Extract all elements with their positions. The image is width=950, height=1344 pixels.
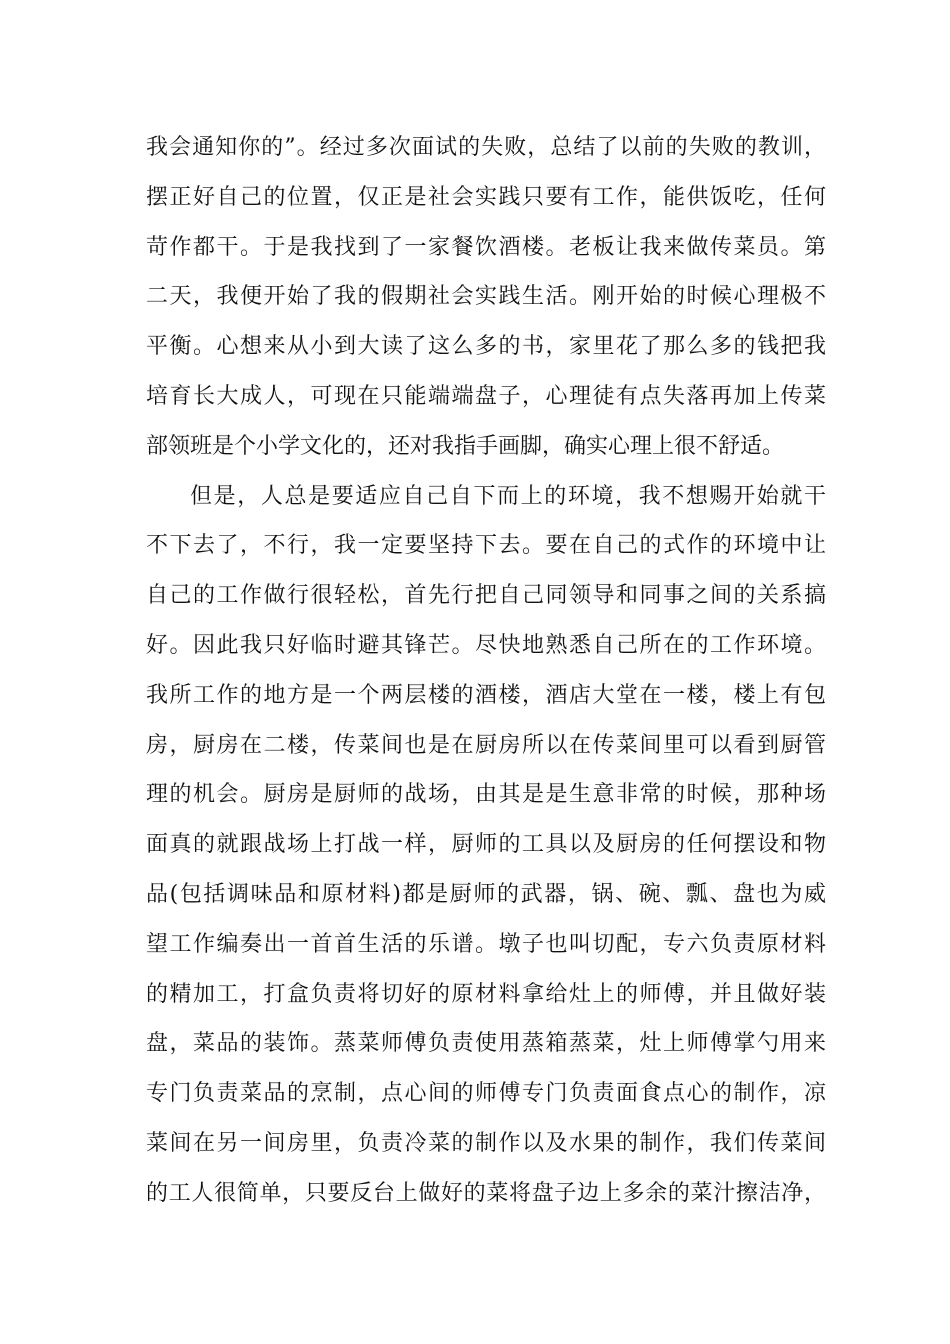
text-line: 部领班是个小学文化的，还对我指手画脚，确实心理上很不舒适。 xyxy=(146,433,785,459)
text-line: 菜间在另一间房里，负责冷菜的制作以及水果的制作，我们传菜间 xyxy=(146,1130,826,1156)
text-line: 苛作都干。于是我找到了一家餐饮酒楼。老板让我来做传菜员。第 xyxy=(146,234,826,260)
text-line: 但是，人总是要适应自己自下而上的环境，我不想赐开始就干 xyxy=(190,483,826,509)
text-line: 望工作编奏出一首首生活的乐谱。墩子也叫切配，专六负责原材料 xyxy=(146,931,826,957)
text-line: 我所工作的地方是一个两层楼的酒楼，酒店大堂在一楼，楼上有包 xyxy=(146,682,826,708)
text-line: 理的机会。厨房是厨师的战场，由其是是生意非常的时候，那种场 xyxy=(146,782,826,808)
text-line: 培育长大成人，可现在只能端端盘子，心理徒有点失落再加上传菜 xyxy=(146,383,826,409)
text-line: 不下去了，不行，我一定要坚持下去。要在自己的式作的环境中让 xyxy=(146,533,826,559)
body-text xyxy=(146,128,826,1224)
text-line: 摆正好自己的位置，仅正是社会实践只要有工作，能供饭吃，任何 xyxy=(146,184,826,210)
text-line: 房，厨房在二楼，传菜间也是在厨房所以在传菜间里可以看到厨管 xyxy=(146,732,826,758)
text-line: 品(包括调味品和原材料)都是厨师的武器，锅、碗、瓢、盘也为威 xyxy=(146,881,826,907)
text-line: 二天，我便开始了我的假期社会实践生活。刚开始的时候心理极不 xyxy=(146,284,826,310)
paragraph-1 xyxy=(146,128,826,477)
text-line: 好。因此我只好临时避其锋芒。尽快地熟悉自己所在的工作环境。 xyxy=(146,632,826,658)
text-line: 的工人很简单，只要反台上做好的菜将盘子边上多余的菜汁擦洁净， xyxy=(146,1180,826,1206)
text-line: 自己的工作做行很轻松，首先行把自己同领导和同事之间的关系搞 xyxy=(146,583,826,609)
text-line: 专门负责菜品的烹制，点心间的师傅专门负责面食点心的制作，凉 xyxy=(146,1081,826,1107)
text-line: 面真的就跟战场上打战一样，厨师的工具以及厨房的任何摆设和物 xyxy=(146,832,826,858)
text-line: 的精加工，打盒负责将切好的原材料拿给灶上的师傅，并且做好装 xyxy=(146,981,826,1007)
text-line: 平衡。心想来从小到大读了这么多的书，家里花了那么多的钱把我 xyxy=(146,334,826,360)
text-line: 我会通知你的”。经过多次面试的失败，总结了以前的失败的教训， xyxy=(146,135,826,160)
paragraph-2 xyxy=(146,477,826,1224)
text-line: 盘，菜品的装饰。蒸菜师傅负责使用蒸箱蒸菜，灶上师傅掌勺用来 xyxy=(146,1031,826,1057)
